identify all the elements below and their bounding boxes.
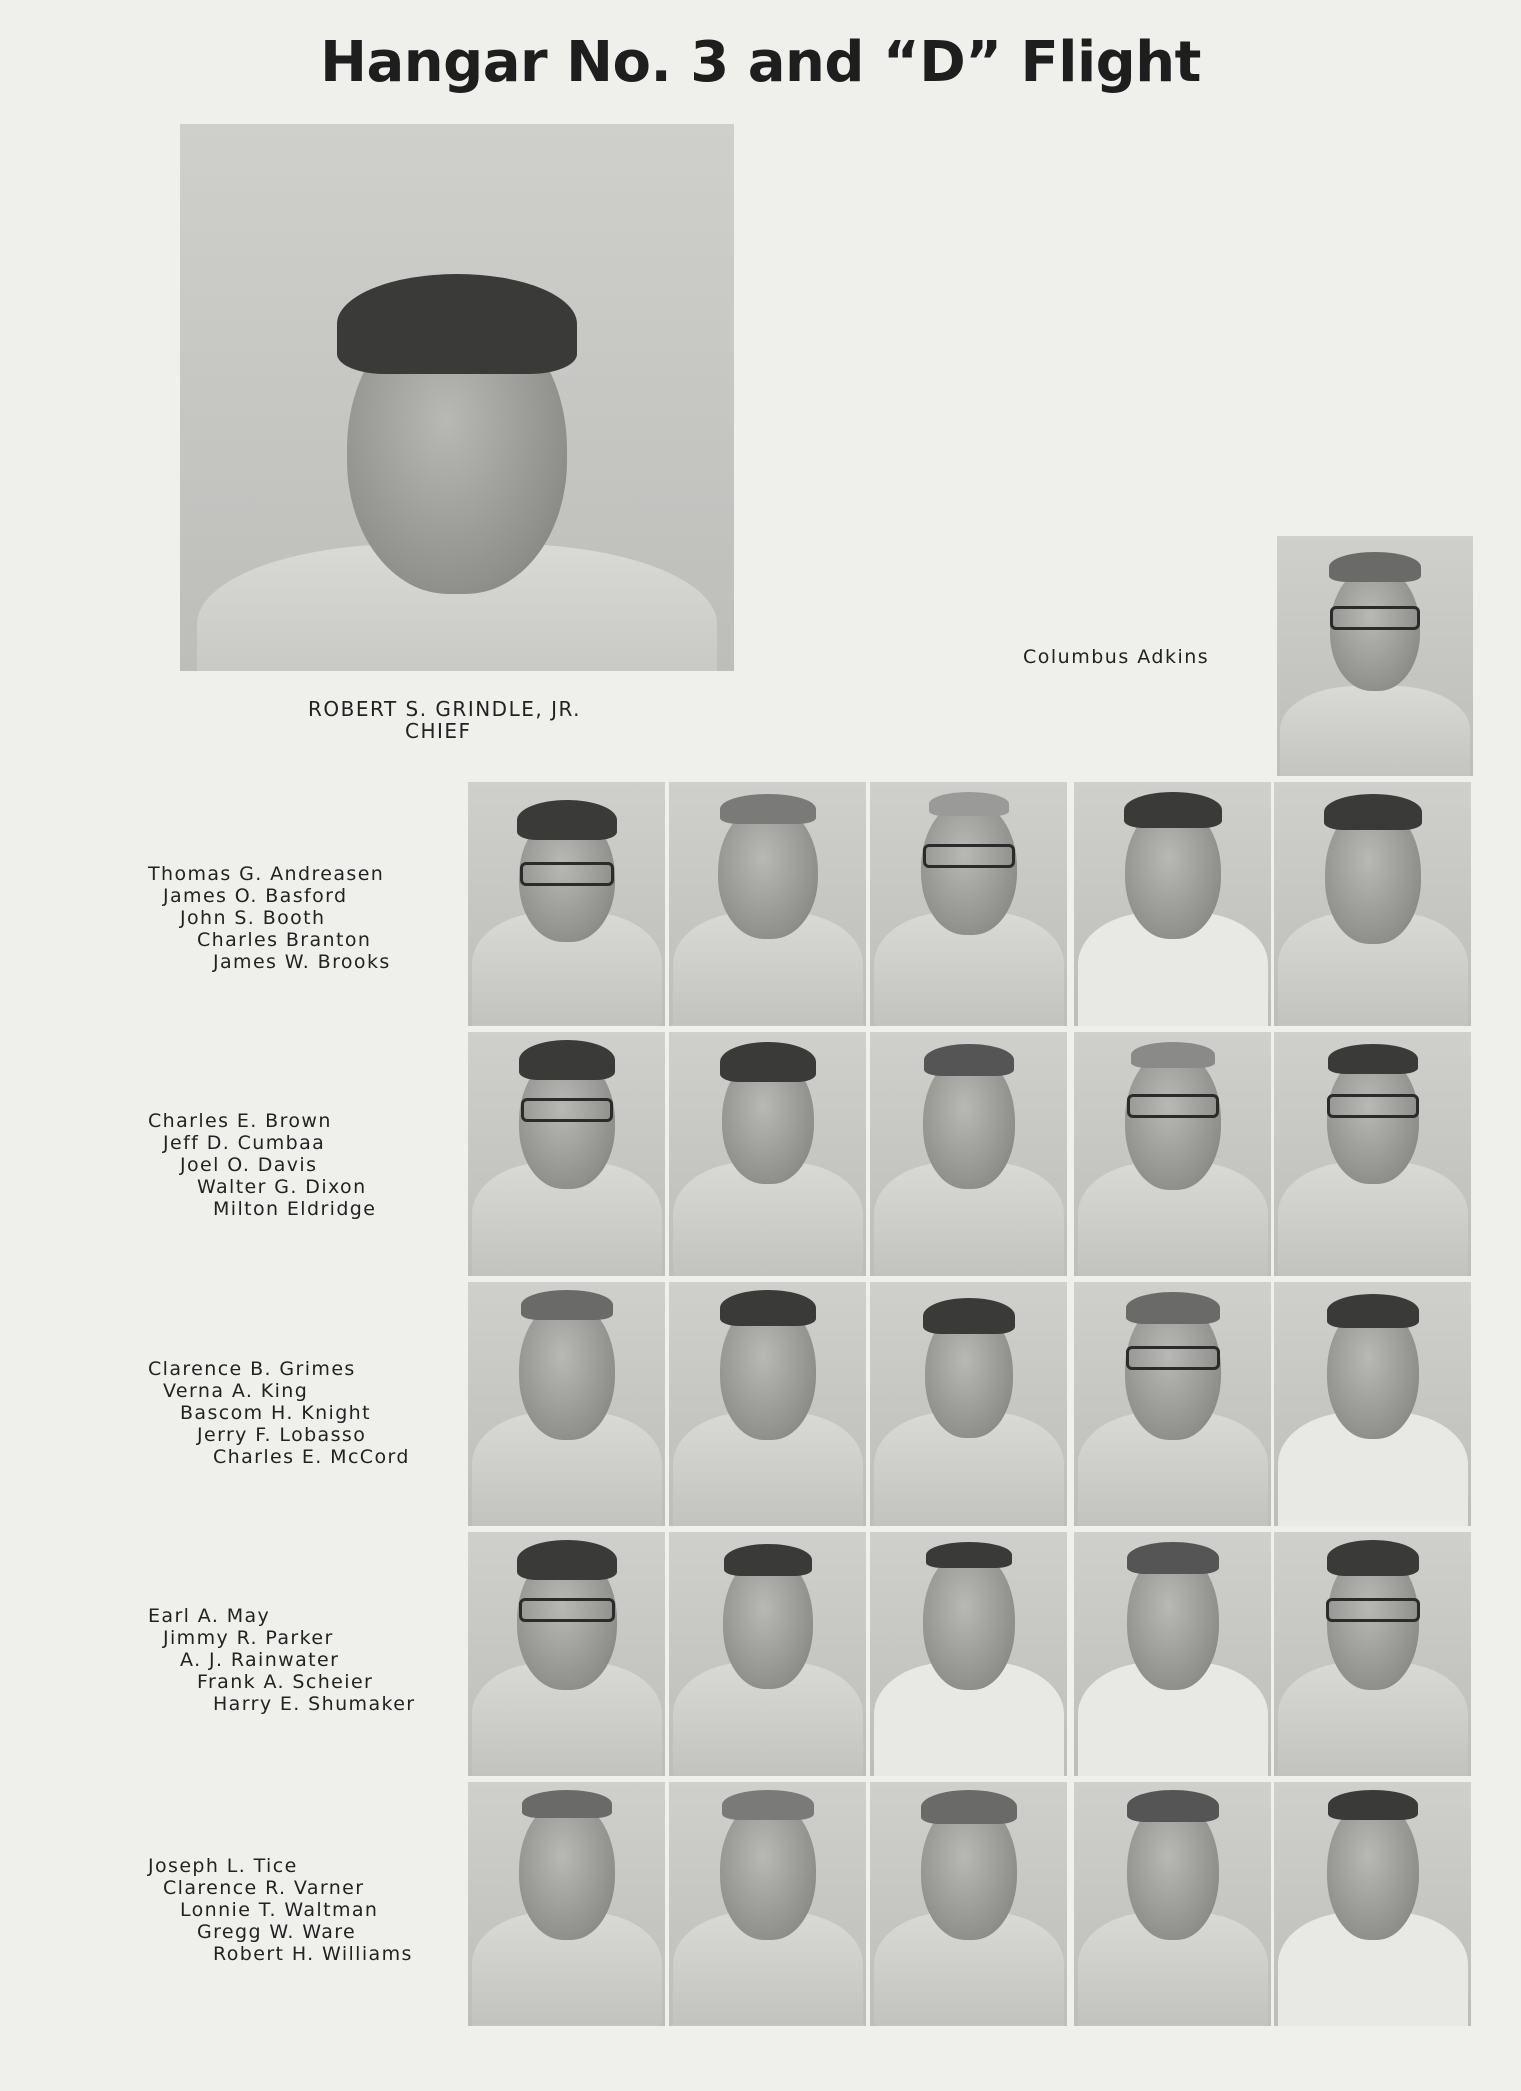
name-row2-5: Milton Eldridge <box>213 1198 377 1220</box>
portrait <box>1274 782 1471 1026</box>
chief-name: ROBERT S. GRINDLE, JR. <box>308 697 582 721</box>
names-row-5 <box>148 1855 413 1965</box>
portrait <box>1274 1282 1471 1526</box>
name-row3-4: Jerry F. Lobasso <box>197 1424 367 1446</box>
name-row1-5: James W. Brooks <box>213 951 391 973</box>
name-row3-2: Verna A. King <box>163 1380 309 1402</box>
name-row4-2: Jimmy R. Parker <box>163 1627 334 1649</box>
name-row1-4: Charles Branton <box>197 929 372 951</box>
portrait <box>870 1282 1067 1526</box>
name-row2-2: Jeff D. Cumbaa <box>163 1132 326 1154</box>
names-row-4 <box>148 1605 416 1715</box>
portrait <box>669 1782 866 2026</box>
name-row1-3: John S. Booth <box>180 907 326 929</box>
names-row-2 <box>148 1110 376 1220</box>
portrait <box>669 782 866 1026</box>
name-row4-3: A. J. Rainwater <box>180 1649 340 1671</box>
portrait <box>1274 1532 1471 1776</box>
portrait <box>1074 1282 1271 1526</box>
portrait <box>1074 1782 1271 2026</box>
name-row3-5: Charles E. McCord <box>213 1446 410 1468</box>
portrait <box>669 1532 866 1776</box>
name-row1-1: Thomas G. Andreasen <box>148 863 385 885</box>
adkins-name: Columbus Adkins <box>1023 646 1210 668</box>
portrait <box>870 1032 1067 1276</box>
portrait <box>1274 1032 1471 1276</box>
adkins-portrait <box>1277 536 1473 776</box>
portrait <box>468 1282 665 1526</box>
portrait <box>870 1782 1067 2026</box>
name-row2-4: Walter G. Dixon <box>197 1176 367 1198</box>
name-row2-3: Joel O. Davis <box>180 1154 318 1176</box>
page-title: Hangar No. 3 and “D” Flight <box>320 30 1201 95</box>
name-row4-4: Frank A. Scheier <box>197 1671 374 1693</box>
portrait <box>1074 1032 1271 1276</box>
portrait <box>468 1032 665 1276</box>
name-row3-3: Bascom H. Knight <box>180 1402 371 1424</box>
name-row4-5: Harry E. Shumaker <box>213 1693 416 1715</box>
name-row5-5: Robert H. Williams <box>213 1943 413 1965</box>
portrait <box>870 1532 1067 1776</box>
portrait <box>870 782 1067 1026</box>
name-row2-1: Charles E. Brown <box>148 1110 332 1132</box>
portrait <box>468 782 665 1026</box>
portrait <box>468 1782 665 2026</box>
chief-role: CHIEF <box>405 719 472 743</box>
portrait <box>1074 782 1271 1026</box>
name-row5-2: Clarence R. Varner <box>163 1877 365 1899</box>
portrait <box>1274 1782 1471 2026</box>
names-row-1 <box>148 863 391 973</box>
portrait <box>669 1032 866 1276</box>
portrait <box>669 1282 866 1526</box>
names-row-3 <box>148 1358 410 1468</box>
portrait <box>468 1532 665 1776</box>
name-row1-2: James O. Basford <box>163 885 348 907</box>
name-row4-1: Earl A. May <box>148 1605 271 1627</box>
name-row5-3: Lonnie T. Waltman <box>180 1899 379 1921</box>
portrait <box>1074 1532 1271 1776</box>
name-row3-1: Clarence B. Grimes <box>148 1358 356 1380</box>
chief-portrait <box>180 124 734 671</box>
name-row5-4: Gregg W. Ware <box>197 1921 357 1943</box>
name-row5-1: Joseph L. Tice <box>148 1855 298 1877</box>
